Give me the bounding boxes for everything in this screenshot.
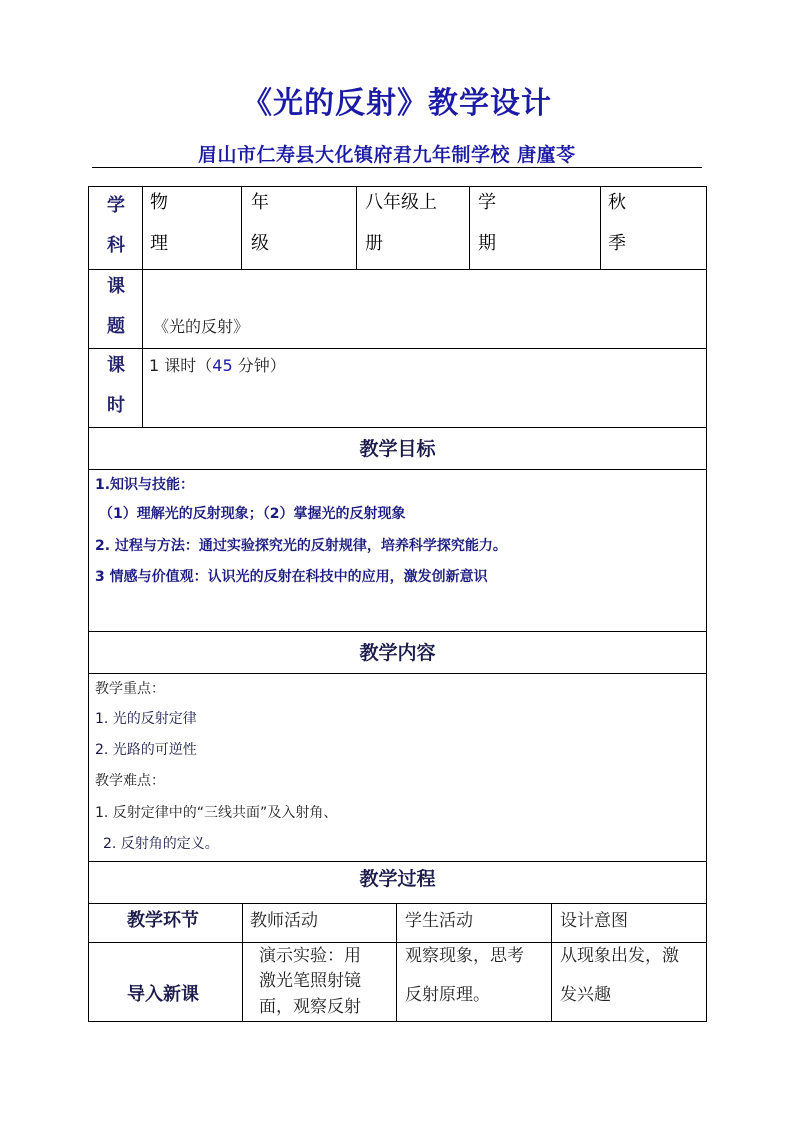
hours-value-cell xyxy=(142,348,707,428)
content-heading: 教学内容 xyxy=(359,642,436,664)
grade-label-1: 年 xyxy=(251,192,269,213)
hours-number: 45 xyxy=(212,356,233,375)
col-header-teacher-label: 教师活动 xyxy=(250,911,318,931)
process-row-teacher xyxy=(242,942,397,1022)
topic-label-1: 课 xyxy=(107,276,125,297)
goals-heading-cell xyxy=(88,427,707,470)
process-row-student xyxy=(396,942,552,1022)
process-stage: 导入新课 xyxy=(127,984,199,1005)
difficult-point-1: 1. 反射定律中的“三线共面”及入射角、 xyxy=(95,805,338,821)
hours-label-cell xyxy=(88,348,143,428)
difficult-point-2: 2. 反射角的定义。 xyxy=(103,836,219,852)
difficult-points-label: 教学难点： xyxy=(95,773,165,789)
author-line: 眉山市仁寿县大化镇府君九年制学校 唐廑苓 xyxy=(198,144,576,166)
title-rule xyxy=(92,167,702,168)
teacher-line-2: 激光笔照射镜 xyxy=(259,971,361,991)
hours-suffix: 分钟） xyxy=(232,356,286,375)
col-header-stage-label: 教学环节 xyxy=(127,910,199,931)
topic-value-cell xyxy=(142,269,707,349)
key-points-label: 教学重点： xyxy=(95,681,165,697)
hours-label-2: 时 xyxy=(107,395,125,416)
subject-label-1: 学 xyxy=(107,195,125,216)
key-point-2: 2. 光路的可逆性 xyxy=(95,742,197,758)
process-row-intent xyxy=(551,942,707,1022)
grade-value: 八年级上 xyxy=(365,192,437,213)
hours-prefix: 1 课时（ xyxy=(149,356,213,375)
goals-body-cell xyxy=(88,469,707,632)
term-value-2: 季 xyxy=(608,233,626,254)
intent-line-1: 从现象出发，激 xyxy=(560,946,679,966)
goals-line-3: 2. 过程与方法：通过实验探究光的反射规律，培养科学探究能力。 xyxy=(95,538,507,554)
term-label-2: 期 xyxy=(478,233,496,254)
process-row-stage xyxy=(88,942,243,1022)
term-value-1: 秋 xyxy=(608,192,626,213)
grade-label-cell xyxy=(241,186,357,270)
teacher-line-3: 面，观察反射 xyxy=(259,997,361,1017)
document-title: 《光的反射》教学设计 xyxy=(242,86,552,121)
term-value-cell xyxy=(600,186,707,270)
grade-value-2: 册 xyxy=(365,233,383,254)
grade-value-cell xyxy=(356,186,470,270)
col-header-stage xyxy=(88,903,243,943)
subject-label-cell xyxy=(88,186,143,270)
process-heading: 教学过程 xyxy=(359,868,436,890)
key-point-1: 1. 光的反射定律 xyxy=(95,711,197,727)
process-heading-cell xyxy=(88,861,707,904)
col-header-intent-label: 设计意图 xyxy=(560,911,628,931)
hours-value xyxy=(149,353,286,376)
goals-heading: 教学目标 xyxy=(359,438,436,460)
student-line-1: 观察现象，思考 xyxy=(405,946,524,966)
subject-label-2: 科 xyxy=(107,235,125,256)
student-line-2: 反射原理。 xyxy=(405,985,490,1005)
content-body-cell xyxy=(88,673,707,862)
topic-value: 《光的反射》 xyxy=(153,317,250,336)
hours-label-1: 课 xyxy=(107,355,125,376)
subject-value-cell xyxy=(142,186,242,270)
term-label-cell xyxy=(469,186,601,270)
col-header-student-label: 学生活动 xyxy=(405,911,473,931)
topic-label-2: 题 xyxy=(107,316,125,337)
subject-value-2: 理 xyxy=(150,233,168,254)
subject-value-1: 物 xyxy=(150,192,168,213)
content-heading-cell xyxy=(88,631,707,674)
term-label-1: 学 xyxy=(478,192,496,213)
intent-line-2: 发兴趣 xyxy=(560,985,611,1005)
grade-label-2: 级 xyxy=(251,233,269,254)
goals-line-4: 3 情感与价值观：认识光的反射在科技中的应用，激发创新意识 xyxy=(95,569,488,585)
topic-label-cell xyxy=(88,269,143,349)
goals-line-1: 1.知识与技能： xyxy=(95,477,195,493)
teacher-line-1: 演示实验：用 xyxy=(259,946,361,966)
goals-line-2: （1）理解光的反射现象；（2）掌握光的反射现象 xyxy=(99,506,406,522)
